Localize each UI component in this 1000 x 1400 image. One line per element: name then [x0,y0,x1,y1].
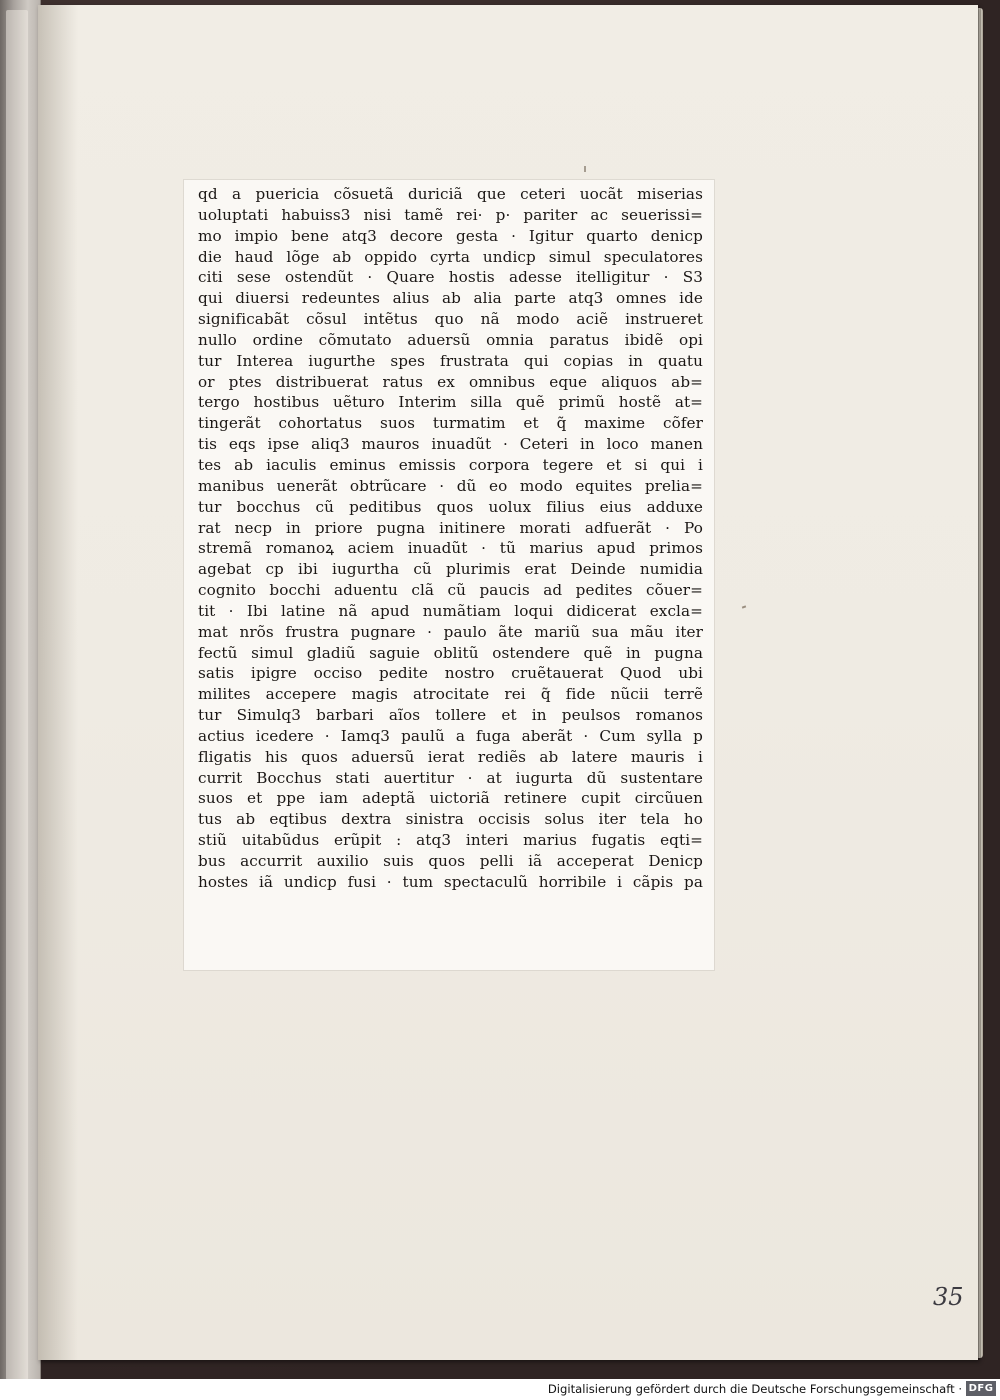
text-line: hostes iã undicp fusi · tum spectaculũ horribile i cãpis pa [198,872,703,891]
pencil-mark [742,605,746,608]
text-line: stremã romanoꝝ aciem inuadũt · tũ marius apud primos [198,539,703,558]
text-line: satis ipigre occiso pedite nostro cruẽtauerat Quod ubi [198,664,703,683]
text-line: qui diuersi redeuntes alius ab alia parte atq3 omnes ide [198,289,703,308]
text-line: tur bocchus cũ peditibus quos uolux filius eius adduxe [198,497,703,516]
text-line: uoluptati habuiss3 nisi tamẽ rei· p· pariter ac seuerissi= [198,205,703,224]
text-line: or ptes distribuerat ratus ex omnibus eque aliquos ab= [198,372,703,391]
text-line: tis eqs ipse aliq3 mauros inuadũt · Ceteri in loco manen [198,435,703,454]
text-line: die haud lõge ab oppido cyrta undicp simul speculatores [198,247,703,266]
text-lines [198,184,703,893]
folio-number: 35 [933,1283,964,1311]
text-line: rat necp in priore pugna initinere morati adfuerãt · Po [198,518,703,537]
footer-credit: Digitalisierung gefördert durch die Deutsche Forschungsgemeinschaft · [547,1382,962,1396]
text-line: tes ab iaculis eminus emissis corpora tegere et si qui i [198,455,703,474]
text-line: qd a puericia cõsuetã duriciã que ceteri uocãt miserias [198,185,703,203]
text-line: tit · Ibi latine nã apud numãtiam loqui didicerat excla= [198,601,703,620]
text-line: tergo hostibus uẽturo Interim silla quẽ primũ hostẽ at= [198,393,703,412]
text-line: bus accurrit auxilio suis quos pelli iã acceperat Denicp [198,852,703,870]
left-page-edge-inner [6,10,28,1380]
text-line: tur Simulq3 barbari aĩos tollere et in peulsos romanos [198,706,703,725]
left-page-edge [0,0,41,1400]
text-line: tingerãt cohortatus suos turmatim et q̃ maxime cõfer [198,414,703,433]
text-line: nullo ordine cõmutato aduersũ omnia paratus ibidẽ opi [198,330,703,349]
text-line: cognito bocchi aduentu clã cũ paucis ad pedites cõuer= [198,581,703,600]
text-line: citi sese ostendũt · Quare hostis adesse itelligitur · S3 [198,268,703,287]
dfg-logo: DFG [966,1381,996,1396]
text-line: agebat cp ibi iugurtha cũ plurimis erat Deinde numidia [198,560,703,579]
text-line: significabãt cõsul intẽtus quo nã modo aciẽ instrueret [198,310,703,329]
book-page [38,5,978,1360]
text-line: manibus uenerãt obtrũcare · dũ eo modo equites prelia= [198,476,703,495]
text-line: tus ab eqtibus dextra sinistra occisis solus iter tela ho [198,810,703,829]
pencil-mark [584,166,586,172]
text-line: milites accepere magis atrocitate rei q̃ fide nũcii terrẽ [198,685,703,704]
text-line: tur Interea iugurthe spes frustrata qui copias in quatu [198,351,703,370]
text-line: fligatis his quos aduersũ ierat rediẽs ab latere mauris i [198,747,703,766]
text-line: mo impio bene atq3 decore gesta · Igitur quarto denicp [198,226,703,245]
text-line: mat nrõs frustra pugnare · paulo ãte mariũ sua mãu iter [198,622,703,641]
text-line: currit Bocchus stati auertitur · at iugurta dũ sustentare [198,768,703,787]
text-line: suos et ppe iam adeptã uictoriã retinere cupit circũuen [198,789,703,808]
text-block [184,180,714,970]
text-line: fectũ simul gladiũ saguie oblitũ ostendere quẽ in pugna [198,643,703,662]
text-line: actius icedere · Iamq3 paulũ a fuga aberãt · Cum sylla p [198,726,703,745]
text-line: stiũ uitabũdus erũpit : atq3 interi marius fugatis eqti= [198,831,703,850]
